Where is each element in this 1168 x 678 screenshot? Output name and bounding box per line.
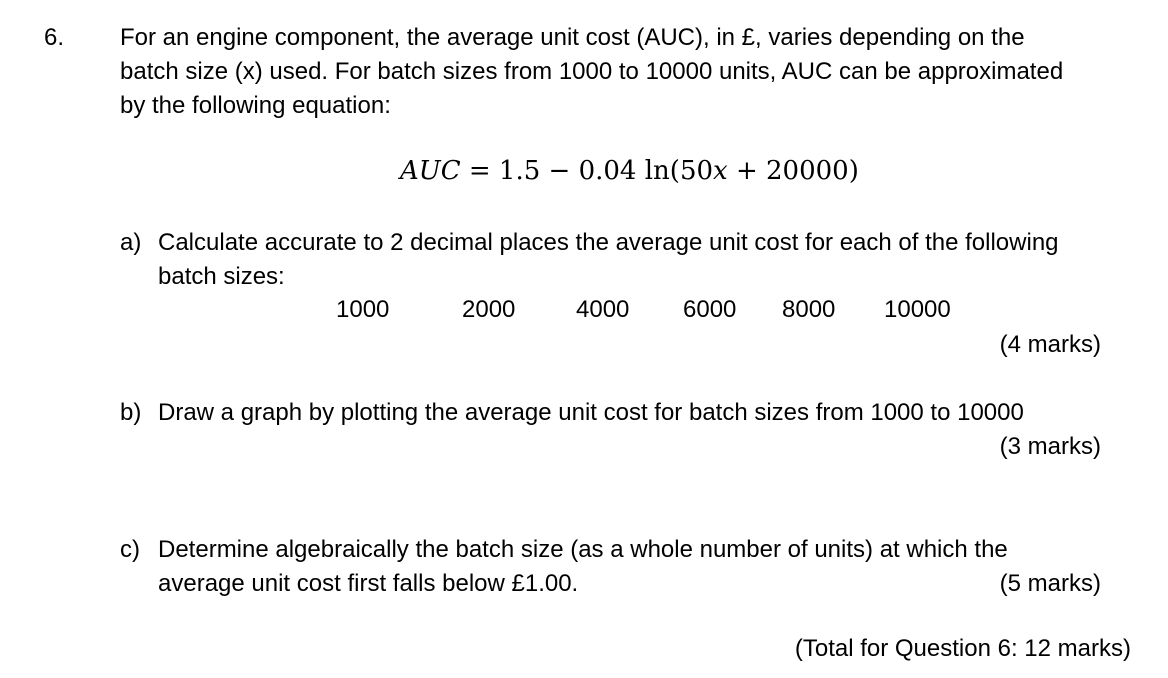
equation-rhs-suffix: + 20000)	[727, 156, 859, 186]
part-c-line-1: Determine algebraically the batch size (as a whole number of units) at which the	[158, 536, 1008, 563]
batch-size-10000: 10000	[884, 296, 951, 323]
intro-line-2: batch size (x) used. For batch sizes from 1000 to 10000 units, AUC can be approximated	[120, 58, 1064, 85]
part-b-line-1: Draw a graph by plotting the average unit cost for batch sizes from 1000 to 10000	[158, 399, 1024, 426]
equation-lhs: AUC	[400, 156, 461, 186]
batch-size-4000: 4000	[576, 296, 630, 323]
batch-size-8000: 8000	[782, 296, 836, 323]
part-c-label: c)	[120, 536, 140, 563]
equation-rhs-prefix: 1.5 − 0.04 ln(50	[498, 156, 714, 186]
batch-size-6000: 6000	[683, 296, 737, 323]
question-number: 6.	[44, 24, 65, 51]
part-c-marks: (5 marks)	[999, 570, 1101, 597]
part-c-line-2: average unit cost first falls below £1.00.	[158, 570, 579, 597]
batch-size-2000: 2000	[462, 296, 516, 323]
part-a-line-2: batch sizes:	[158, 263, 285, 290]
intro-line-1: For an engine component, the average unit cost (AUC), in £, varies depending on the	[120, 24, 1025, 51]
equation-equals: =	[468, 156, 491, 186]
part-b-label: b)	[120, 399, 142, 426]
part-a-line-1: Calculate accurate to 2 decimal places the average unit cost for each of the following	[158, 229, 1059, 256]
part-a-marks: (4 marks)	[999, 331, 1101, 358]
question-total-marks: (Total for Question 6: 12 marks)	[794, 635, 1131, 662]
batch-size-1000: 1000	[336, 296, 390, 323]
intro-line-3: by the following equation:	[120, 92, 391, 119]
equation-rhs-variable: x	[713, 156, 728, 186]
auc-equation	[400, 156, 859, 186]
part-a-label: a)	[120, 229, 142, 256]
part-b-marks: (3 marks)	[999, 433, 1101, 460]
